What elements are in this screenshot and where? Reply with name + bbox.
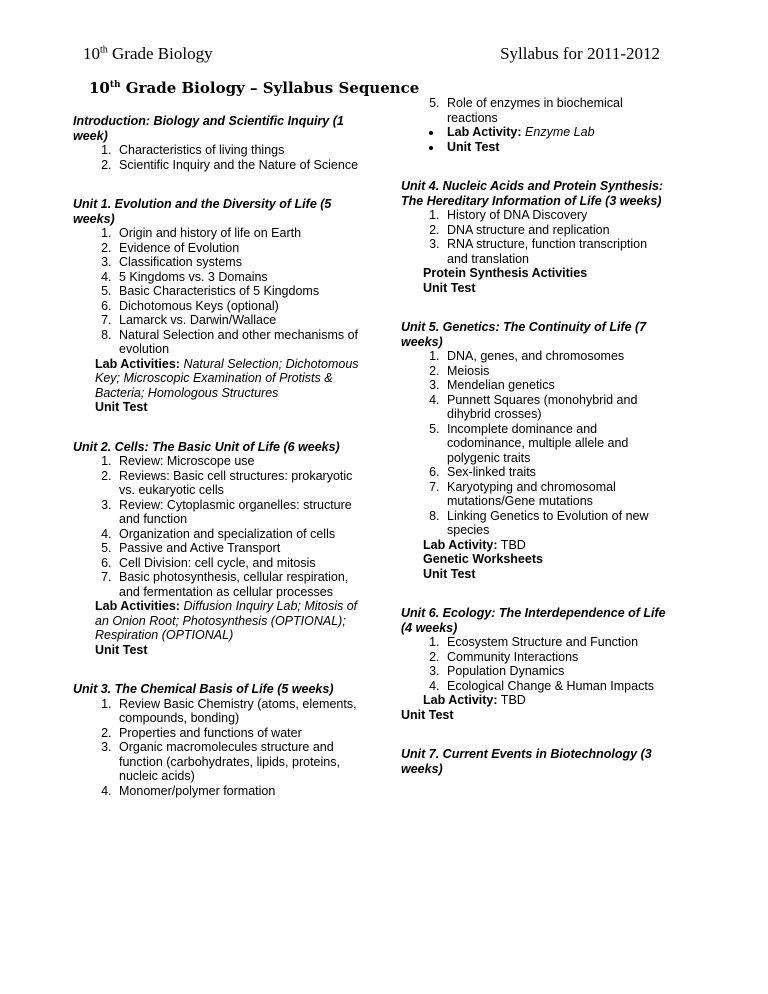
list-item: • Lab Activity: Enzyme Lab	[443, 125, 671, 140]
section-title: Unit 7. Current Events in Biotechnology (3 weeks)	[401, 747, 652, 776]
list-item: 8. Linking Genetics to Evolution of new species	[443, 509, 671, 538]
list-item: 3. Organic macromolecules structure and function (carbohydrates, lipids, proteins, nucleic acids)	[115, 740, 363, 784]
list-item: 2. Community Interactions	[443, 650, 671, 665]
list-item: 3. Population Dynamics	[443, 664, 671, 679]
header-left: 10th Grade Biology	[83, 44, 213, 63]
unit3-bullets	[401, 125, 671, 154]
left-column	[73, 114, 363, 798]
section-title: Unit 4. Nucleic Acids and Protein Synthesis: The Hereditary Information of Life (3 weeks)	[401, 179, 664, 208]
lab-activity: Lab Activity: TBD	[423, 693, 526, 707]
intro-section	[73, 114, 363, 172]
intro-list	[73, 143, 363, 172]
lab-activity: Lab Activity: TBD	[423, 537, 526, 552]
list-item: 8. Natural Selection and other mechanisms of evolution	[115, 328, 363, 357]
section-title: Unit 3. The Chemical Basis of Life (5 weeks)	[73, 682, 334, 696]
list-item: 3. RNA structure, function transcription and translation	[443, 237, 671, 266]
list-item: 3. Review: Cytoplasmic organelles: structure and function	[115, 498, 363, 527]
list-item: 5. Passive and Active Transport	[115, 541, 363, 556]
unit-test: Unit Test	[95, 642, 148, 657]
section-title: Unit 5. Genetics: The Continuity of Life (7 weeks)	[401, 320, 647, 349]
unit1-section	[73, 197, 363, 415]
unit-test: Unit Test	[95, 400, 148, 414]
list-item: 1. Review: Microscope use	[115, 454, 363, 469]
section-title: Unit 2. Cells: The Basic Unit of Life (6 weeks)	[73, 439, 340, 454]
unit4-section	[401, 179, 671, 295]
unit-test: Unit Test	[423, 566, 476, 581]
list-item: 2. DNA structure and replication	[443, 223, 671, 238]
section-title: Unit 6. Ecology: The Interdependence of Life (4 weeks)	[401, 606, 666, 635]
list-item: 2. Evidence of Evolution	[115, 241, 363, 256]
unit-test: Unit Test	[401, 707, 454, 722]
unit5-section	[401, 320, 671, 581]
unit2-list	[73, 454, 363, 599]
list-item: 5. Incomplete dominance and codominance, multiple allele and polygenic traits	[443, 422, 671, 466]
list-item: 7. Karyotyping and chromosomal mutations/Gene mutations	[443, 480, 671, 509]
genetic-worksheets: Genetic Worksheets	[423, 552, 543, 566]
unit1-list	[73, 226, 363, 357]
list-item: 1. History of DNA Discovery	[443, 208, 671, 223]
list-item: 1. Origin and history of life on Earth	[115, 226, 363, 241]
list-item: 5. Basic Characteristics of 5 Kingdoms	[115, 284, 363, 299]
section-title: Introduction: Biology and Scientific Inquiry (1 week)	[73, 114, 344, 143]
list-item: 4. Organization and specialization of cells	[115, 527, 363, 542]
unit4-list	[401, 208, 671, 266]
list-item: 7. Basic photosynthesis, cellular respiration, and fermentation as cellular processes	[115, 570, 363, 599]
protein-synthesis-activities: Protein Synthesis Activities	[423, 266, 588, 280]
list-item: 2. Meiosis	[443, 364, 671, 379]
unit3-continued	[401, 96, 671, 154]
lab-activities: Lab Activities: Diffusion Inquiry Lab; Mitosis of an Onion Root; Photosynthesis (OPTIONAL); Respiration (OPTIONAL)	[95, 599, 358, 642]
header-right: Syllabus for 2011-2012	[500, 44, 660, 63]
list-item: 2. Properties and functions of water	[115, 726, 363, 741]
list-item: 1. Characteristics of living things	[115, 143, 363, 158]
list-item: 4. 5 Kingdoms vs. 3 Domains	[115, 270, 363, 285]
list-item: 6. Sex-linked traits	[443, 465, 671, 480]
unit7-section	[401, 747, 671, 776]
list-item: 6. Cell Division: cell cycle, and mitosis	[115, 556, 363, 571]
unit6-list	[401, 635, 671, 693]
right-column	[401, 96, 671, 776]
page-title: 10th Grade Biology – Syllabus Sequence	[89, 79, 420, 97]
list-item: 3. Mendelian genetics	[443, 378, 671, 393]
section-title: Unit 1. Evolution and the Diversity of Life (5 weeks)	[73, 197, 332, 226]
unit3-list	[73, 697, 363, 799]
list-item: 4. Punnett Squares (monohybrid and dihybrid crosses)	[443, 393, 671, 422]
list-item: 2. Scientific Inquiry and the Nature of Science	[115, 158, 363, 173]
unit2-section	[73, 440, 363, 658]
unit-test: Unit Test	[423, 280, 476, 295]
list-item: 4. Monomer/polymer formation	[115, 784, 363, 799]
list-item: 1. Ecosystem Structure and Function	[443, 635, 671, 650]
unit5-list	[401, 349, 671, 538]
list-item: 2. Reviews: Basic cell structures: prokaryotic vs. eukaryotic cells	[115, 469, 363, 498]
unit3-section	[73, 682, 363, 798]
unit3-list-continued	[401, 96, 671, 125]
list-item: 1. DNA, genes, and chromosomes	[443, 349, 671, 364]
list-item: 1. Review Basic Chemistry (atoms, elements, compounds, bonding)	[115, 697, 363, 726]
list-item: 4. Ecological Change & Human Impacts	[443, 679, 671, 694]
list-item: 6. Dichotomous Keys (optional)	[115, 299, 363, 314]
unit6-section	[401, 606, 671, 722]
lab-activities: Lab Activities: Natural Selection; Dichotomous Key; Microscopic Examination of Protists & Bacteria; Homologous Structures	[95, 356, 359, 400]
list-item: 7. Lamarck vs. Darwin/Wallace	[115, 313, 363, 328]
list-item: 5. Role of enzymes in biochemical reactions	[443, 96, 671, 125]
list-item: 3. Classification systems	[115, 255, 363, 270]
unit-test: • Unit Test	[443, 140, 671, 155]
